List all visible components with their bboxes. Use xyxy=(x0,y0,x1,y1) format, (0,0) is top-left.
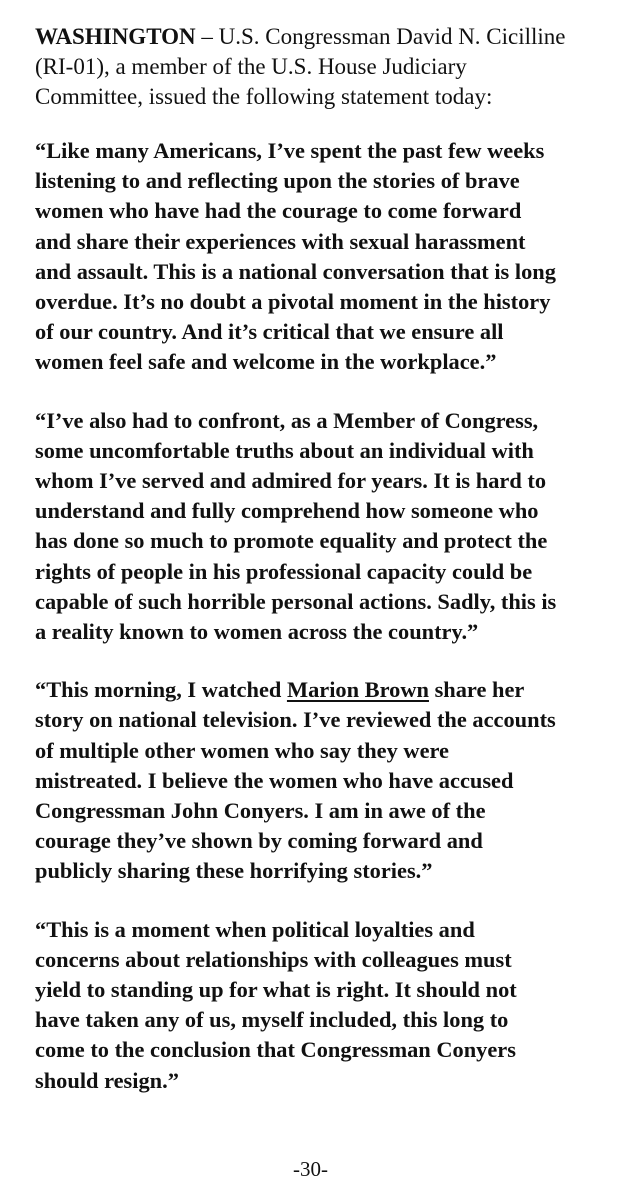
dateline-city: WASHINGTON xyxy=(35,24,196,49)
end-mark: -30- xyxy=(293,1157,328,1181)
quote-paragraph-1: “Like many Americans, I’ve spent the past few weeks listening to and reflecting upon the stories of brave women who have had the courage to come forward and share their experiences with sexual harassment and assault. This is a national conversation that is long overdue. It’s no doubt a pivotal moment in the history of our country. And it’s critical that we ensure all women feel safe and welcome in the workplace.” xyxy=(35,138,556,375)
quote-3-rest: share her story on national television. I’ve reviewed the accounts of multiple other women who say they were mistreated. I believe the women who have accused Congressman John Conyers. I am in awe of the courage they’ve shown by coming forward and publicly sharing these horrifying stories.” xyxy=(35,677,556,884)
statement-body xyxy=(35,22,605,1124)
quote-paragraph-3 xyxy=(35,675,605,886)
dateline-text: – U.S. Congressman David N. Cicilline (RI-01), a member of the U.S. House Judiciary Committee, issued the following statement today: xyxy=(35,24,566,109)
dateline-paragraph xyxy=(35,22,605,112)
quote-paragraph-4: “This is a moment when political loyalties and concerns about relationships with colleagues must yield to standing up for what is right. It should not have taken any of us, myself included, this long to come to the conclusion that Congressman Conyers should resign.” xyxy=(35,916,517,1093)
quote-3-lead: “This morning, I watched xyxy=(35,677,287,703)
quote-paragraph-2: “I’ve also had to confront, as a Member of Congress, some uncomfortable truths about an individual with whom I’ve served and admired for years. It is hard to understand and fully comprehend how someone who has done so much to promote equality and protect the rights of people in his professional capacity could be capable of such horrible personal actions. Sadly, this is a reality known to women across the country.” xyxy=(35,407,557,645)
marion-brown-link[interactable]: Marion Brown xyxy=(286,677,429,703)
